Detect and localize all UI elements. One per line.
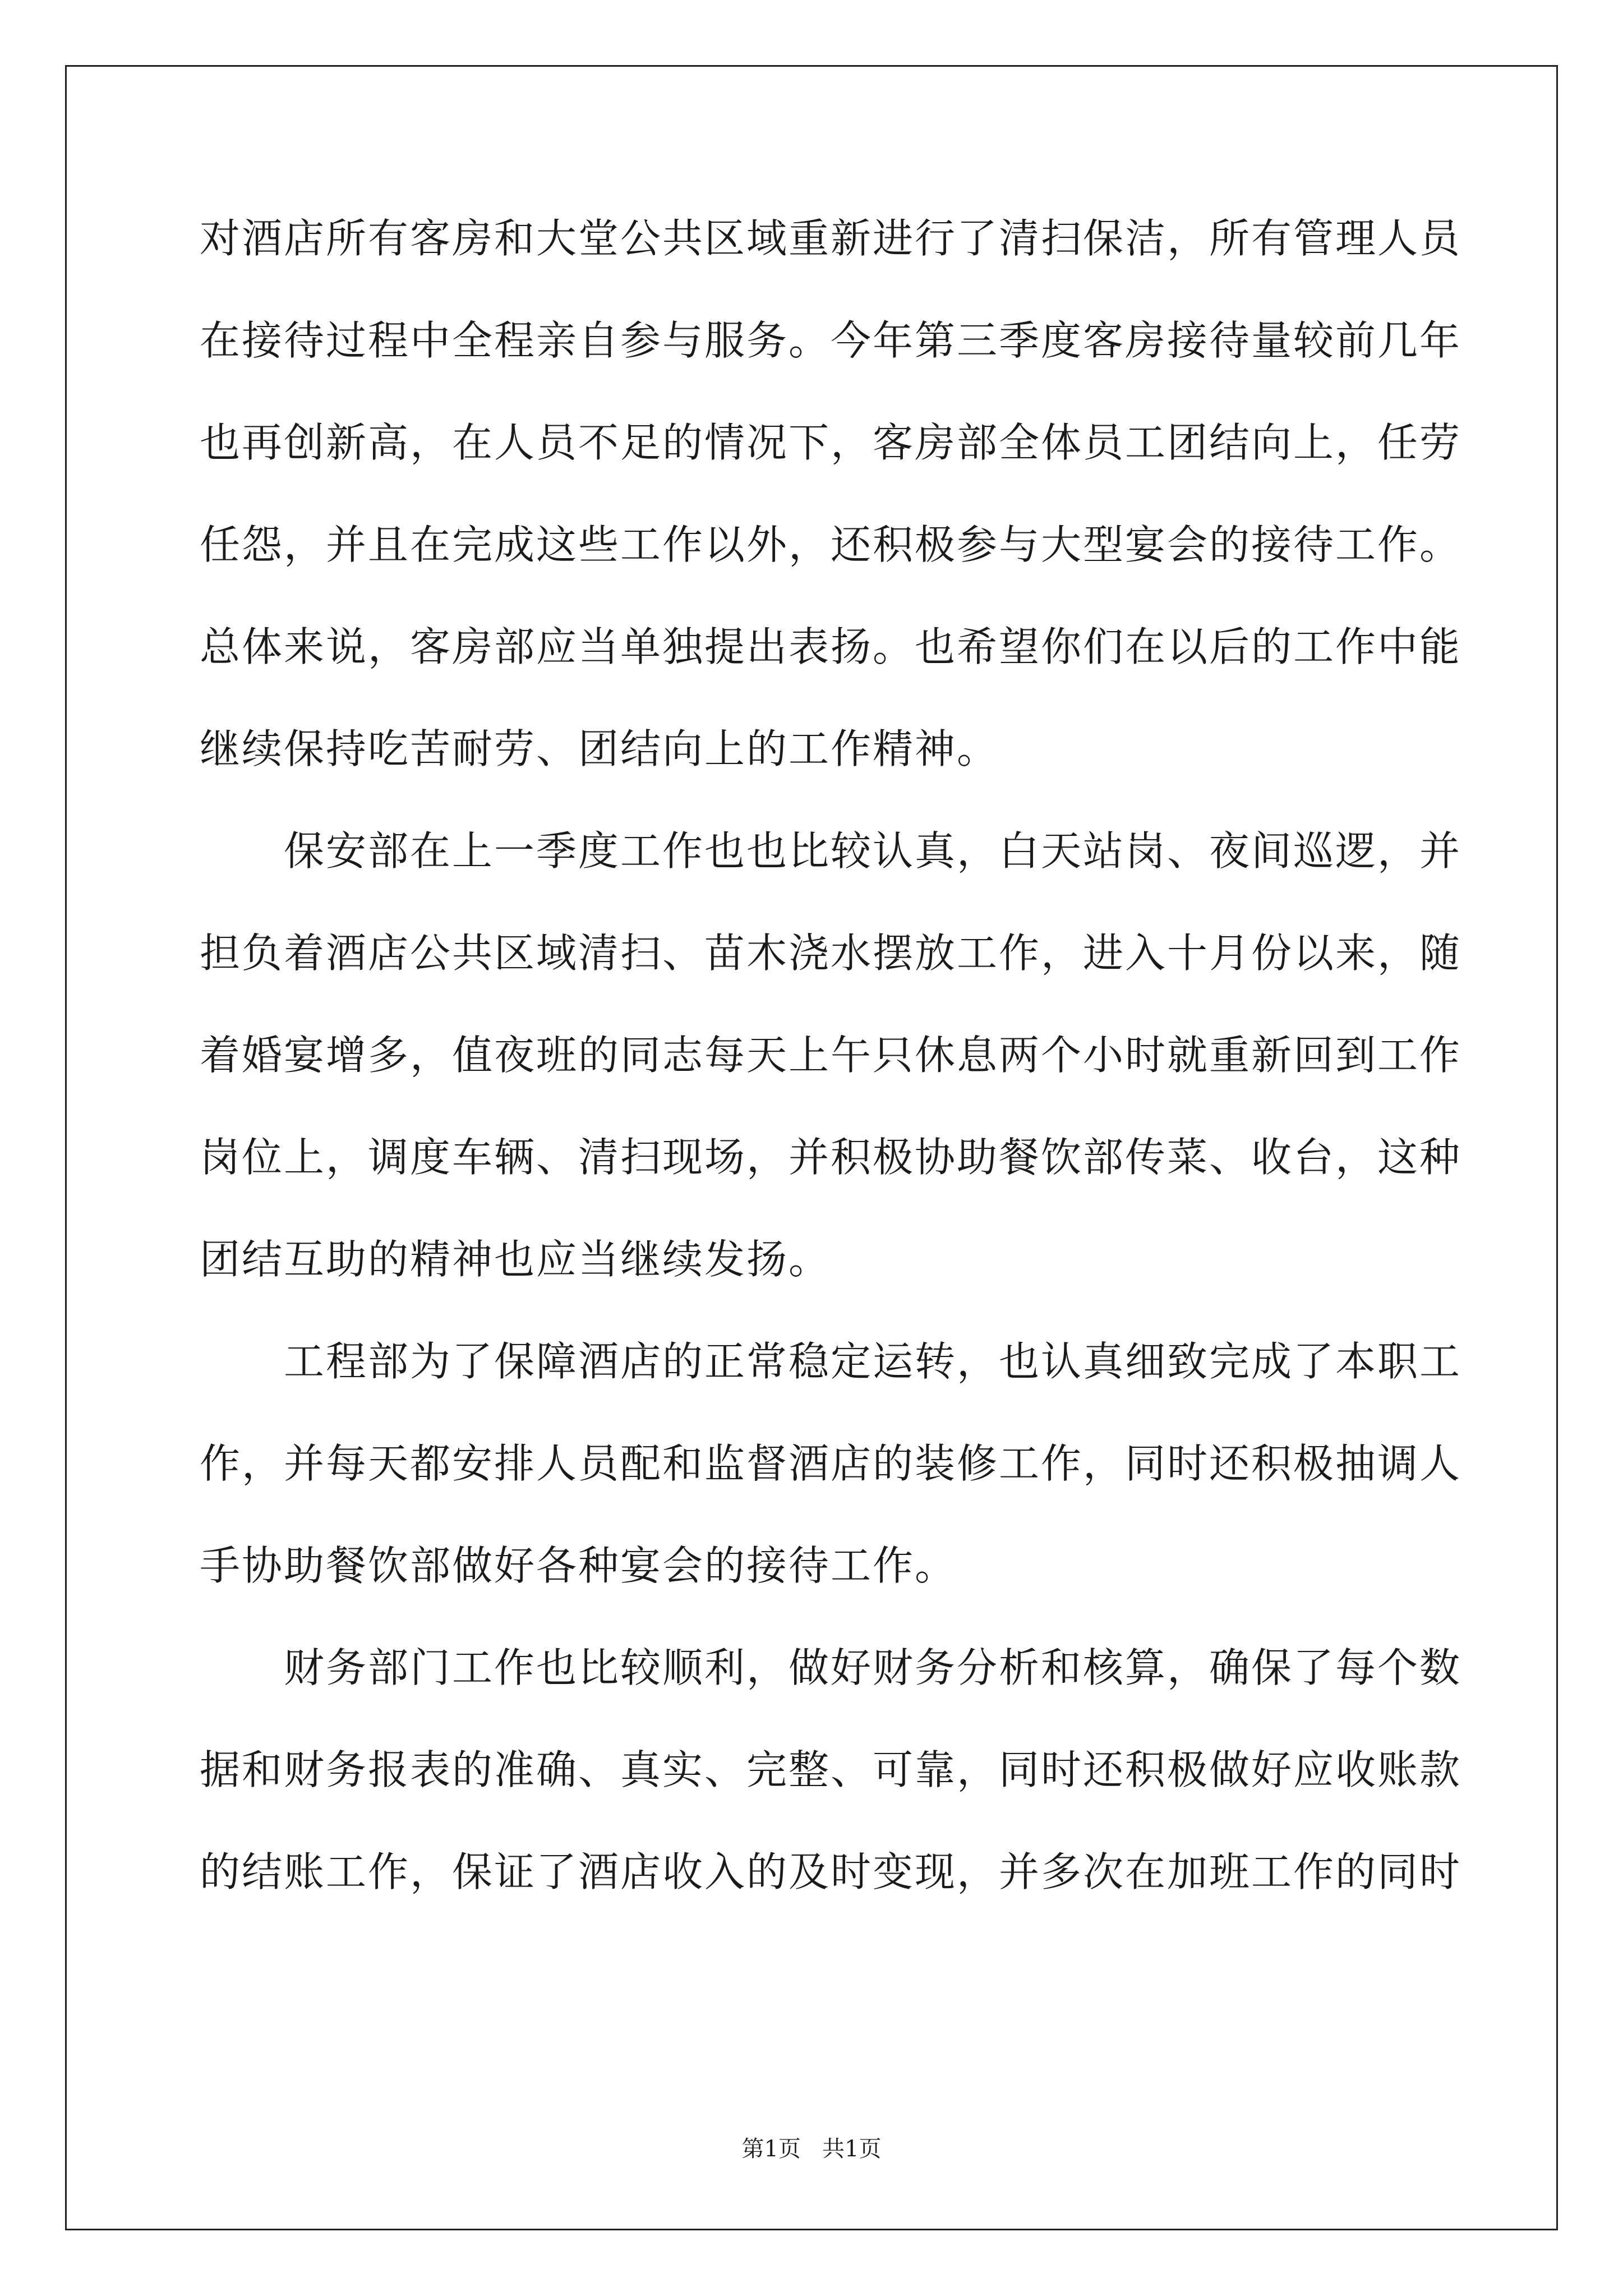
text-line: 作，并每天都安排人员配和监督酒店的装修工作，同时还积极抽调人	[200, 1440, 1462, 1487]
text-line: 手协助餐饮部做好各种宴会的接待工作。	[200, 1542, 957, 1589]
text-line: 对酒店所有客房和大堂公共区域重新进行了清扫保洁，所有管理人员	[200, 215, 1462, 262]
text-line: 团结互助的精神也应当继续发扬。	[200, 1236, 831, 1283]
text-line: 的结账工作，保证了酒店收入的及时变现，并多次在加班工作的同时	[200, 1848, 1462, 1895]
paragraph-first-line: 财务部门工作也比较顺利，做好财务分析和核算，确保了每个数	[284, 1644, 1462, 1691]
text-line: 岗位上，调度车辆、清扫现场，并积极协助餐饮部传菜、收台，这种	[200, 1134, 1462, 1181]
text-line: 担负着酒店公共区域清扫、苗木浇水摆放工作，进入十月份以来，随	[200, 930, 1462, 977]
page-number-footer: 第1页 共1页	[741, 2136, 882, 2162]
document-body	[200, 205, 1462, 1940]
text-line: 也再创新高，在人员不足的情况下，客房部全体员工团结向上，任劳	[200, 419, 1462, 466]
text-line: 总体来说，客房部应当单独提出表扬。也希望你们在以后的工作中能	[200, 623, 1462, 670]
text-line: 在接待过程中全程亲自参与服务。今年第三季度客房接待量较前几年	[200, 317, 1462, 364]
text-line: 任怨，并且在完成这些工作以外，还积极参与大型宴会的接待工作。	[200, 521, 1462, 568]
paragraph-first-line: 保安部在上一季度工作也也比较认真，白天站岗、夜间巡逻，并	[284, 827, 1462, 875]
text-line: 着婚宴增多，值夜班的同志每天上午只休息两个小时就重新回到工作	[200, 1032, 1462, 1079]
text-line: 据和财务报表的准确、真实、完整、可靠，同时还积极做好应收账款	[200, 1746, 1462, 1793]
text-line: 继续保持吃苦耐劳、团结向上的工作精神。	[200, 725, 999, 772]
paragraph-first-line: 工程部为了保障酒店的正常稳定运转，也认真细致完成了本职工	[284, 1338, 1462, 1385]
